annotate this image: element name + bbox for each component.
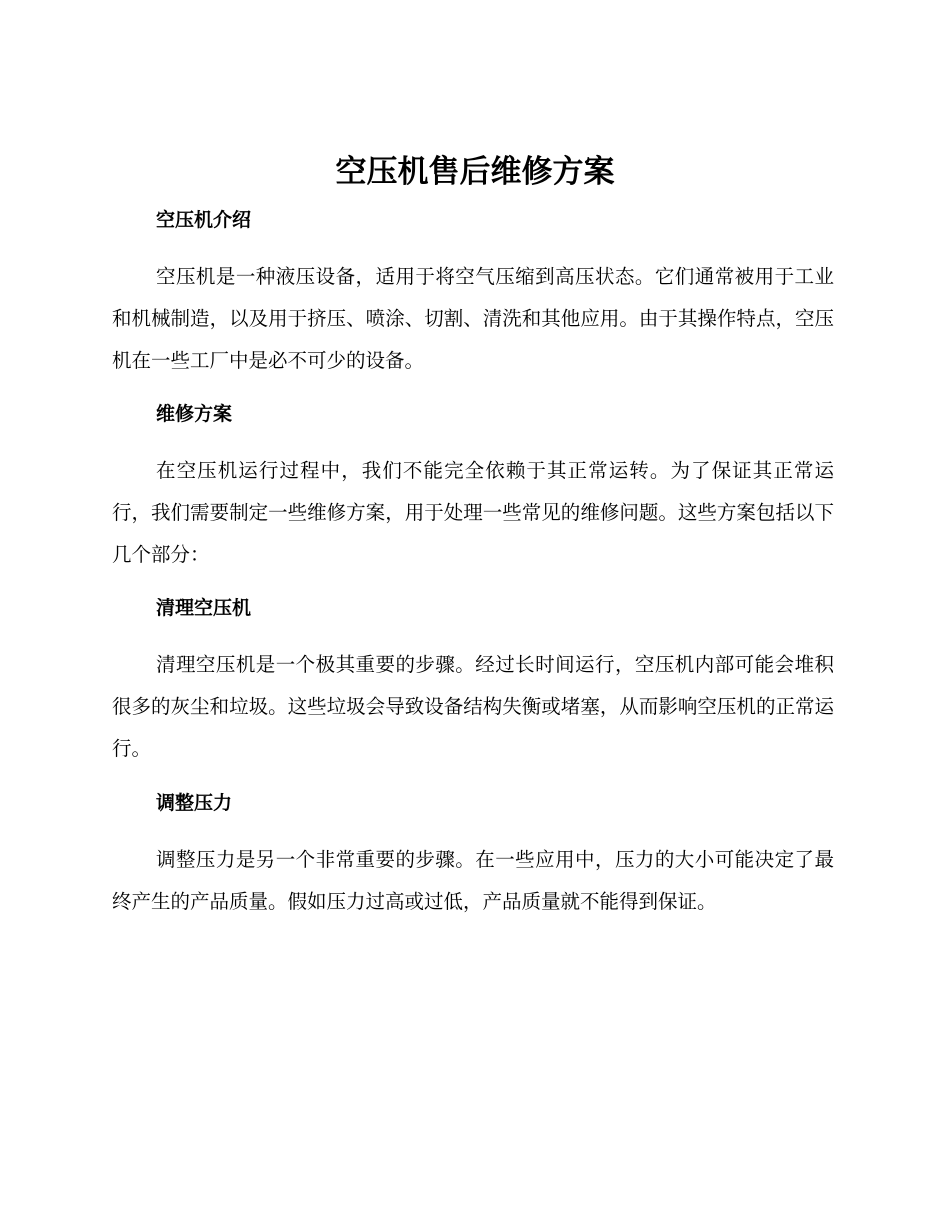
section-introduction [112, 206, 834, 382]
section-paragraph: 在空压机运行过程中，我们不能完全依赖于其正常运转。为了保证其正常运行，我们需要制定一些维修方案，用于处理一些常见的维修问题。这些方案包括以下几个部分： [112, 459, 834, 566]
section-heading: 清理空压机 [156, 597, 252, 619]
section-heading: 调整压力 [156, 792, 233, 814]
section-paragraph: 空压机是一种液压设备，适用于将空气压缩到高压状态。它们通常被用于工业和机械制造，以及用于挤压、喷涂、切割、清洗和其他应用。由于其操作特点，空压机在一些工厂中是必不可少的设备。 [112, 265, 834, 372]
section-heading: 维修方案 [156, 403, 233, 425]
section-cleaning [112, 594, 834, 770]
section-paragraph: 调整压力是另一个非常重要的步骤。在一些应用中，压力的大小可能决定了最终产生的产品质量。假如压力过高或过低，产品质量就不能得到保证。 [112, 848, 834, 913]
section-heading: 空压机介绍 [156, 209, 252, 231]
document-title: 空压机售后维修方案 [335, 154, 615, 190]
section-paragraph: 清理空压机是一个极其重要的步骤。经过长时间运行，空压机内部可能会堆积很多的灰尘和垃圾。这些垃圾会导致设备结构失衡或堵塞，从而影响空压机的正常运行。 [112, 653, 834, 760]
section-pressure-adjustment [112, 789, 834, 923]
section-maintenance-plan [112, 400, 834, 576]
